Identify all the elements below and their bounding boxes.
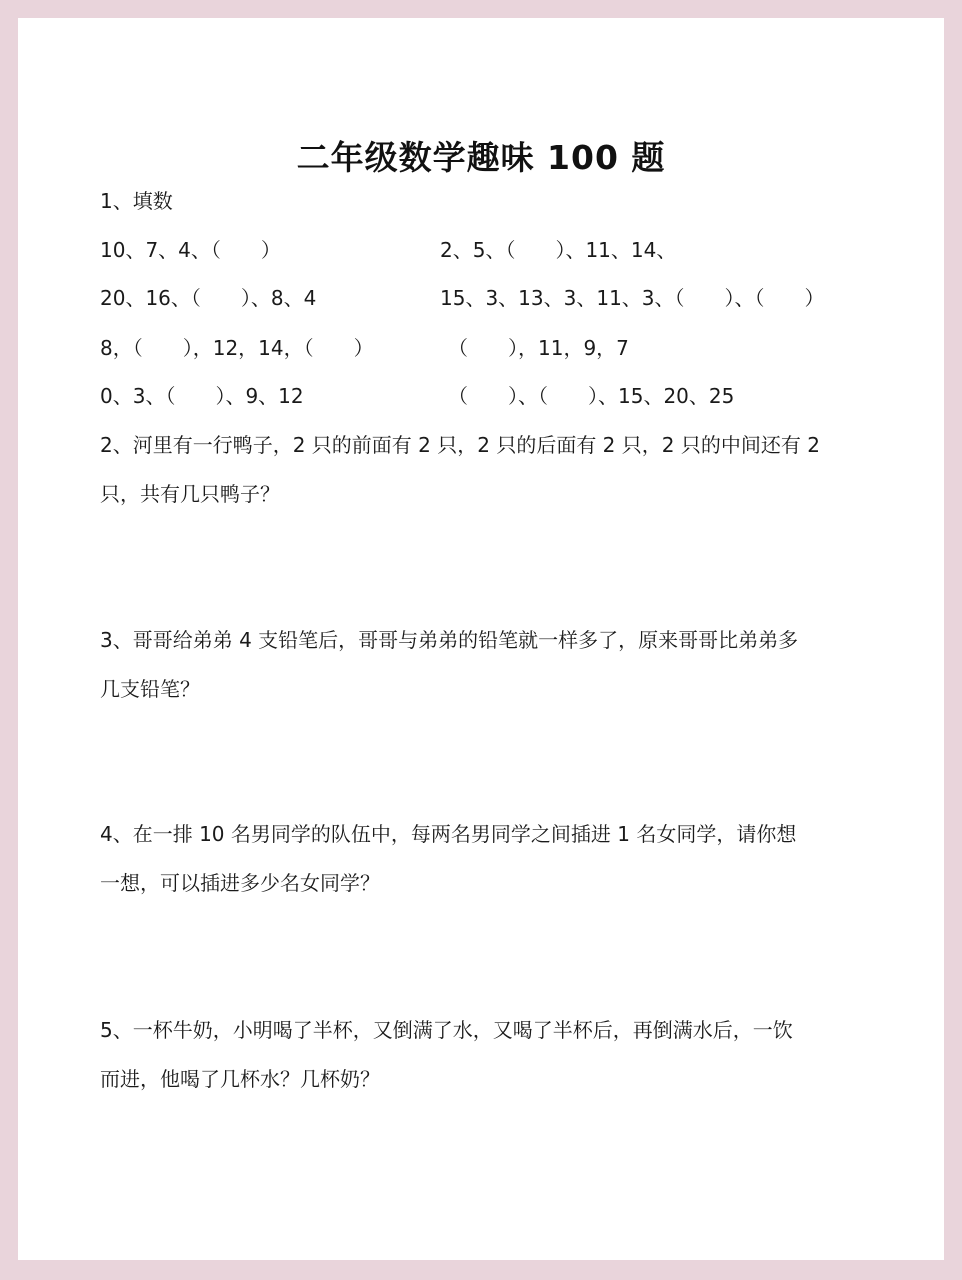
sequence-1-left: 10、7、4、（ ） — [100, 238, 281, 262]
page-title: 二年级数学趣味 100 题 — [296, 138, 666, 177]
worksheet-page — [18, 18, 944, 1260]
sequence-2-left: 20、16、（ ）、8、4 — [100, 286, 317, 310]
question-3-line-1: 3、哥哥给弟弟 4 支铅笔后，哥哥与弟弟的铅笔就一样多了，原来哥哥比弟弟多 — [100, 628, 799, 652]
sequence-3-right: （ ），11，9，7 — [448, 336, 629, 360]
question-4-line-2: 一想，可以插进多少名女同学？ — [100, 871, 380, 895]
sequence-2-right: 15、3、13、3、11、3、（ ）、（ ） — [440, 286, 825, 310]
question-5-line-2: 而进，他喝了几杯水？几杯奶？ — [100, 1067, 380, 1091]
question-4-line-1: 4、在一排 10 名男同学的队伍中，每两名男同学之间插进 1 名女同学，请你想 — [100, 822, 797, 846]
question-2-line-1: 2、河里有一行鸭子，2 只的前面有 2 只，2 只的后面有 2 只，2 只的中间还有 2 — [100, 433, 820, 457]
question-1-heading: 1、填数 — [100, 189, 173, 213]
question-5-line-1: 5、一杯牛奶，小明喝了半杯，又倒满了水，又喝了半杯后，再倒满水后，一饮 — [100, 1018, 793, 1042]
sequence-3-left: 8，（ ），12，14，（ ） — [100, 336, 374, 360]
sequence-4-right: （ ）、（ ）、15、20、25 — [448, 384, 735, 408]
sequence-4-left: 0、3、（ ）、9、12 — [100, 384, 304, 408]
question-3-line-2: 几支铅笔？ — [100, 677, 200, 701]
sequence-1-right: 2、5、（ ）、11、14、 — [440, 238, 677, 262]
question-2-line-2: 只，共有几只鸭子？ — [100, 482, 280, 506]
